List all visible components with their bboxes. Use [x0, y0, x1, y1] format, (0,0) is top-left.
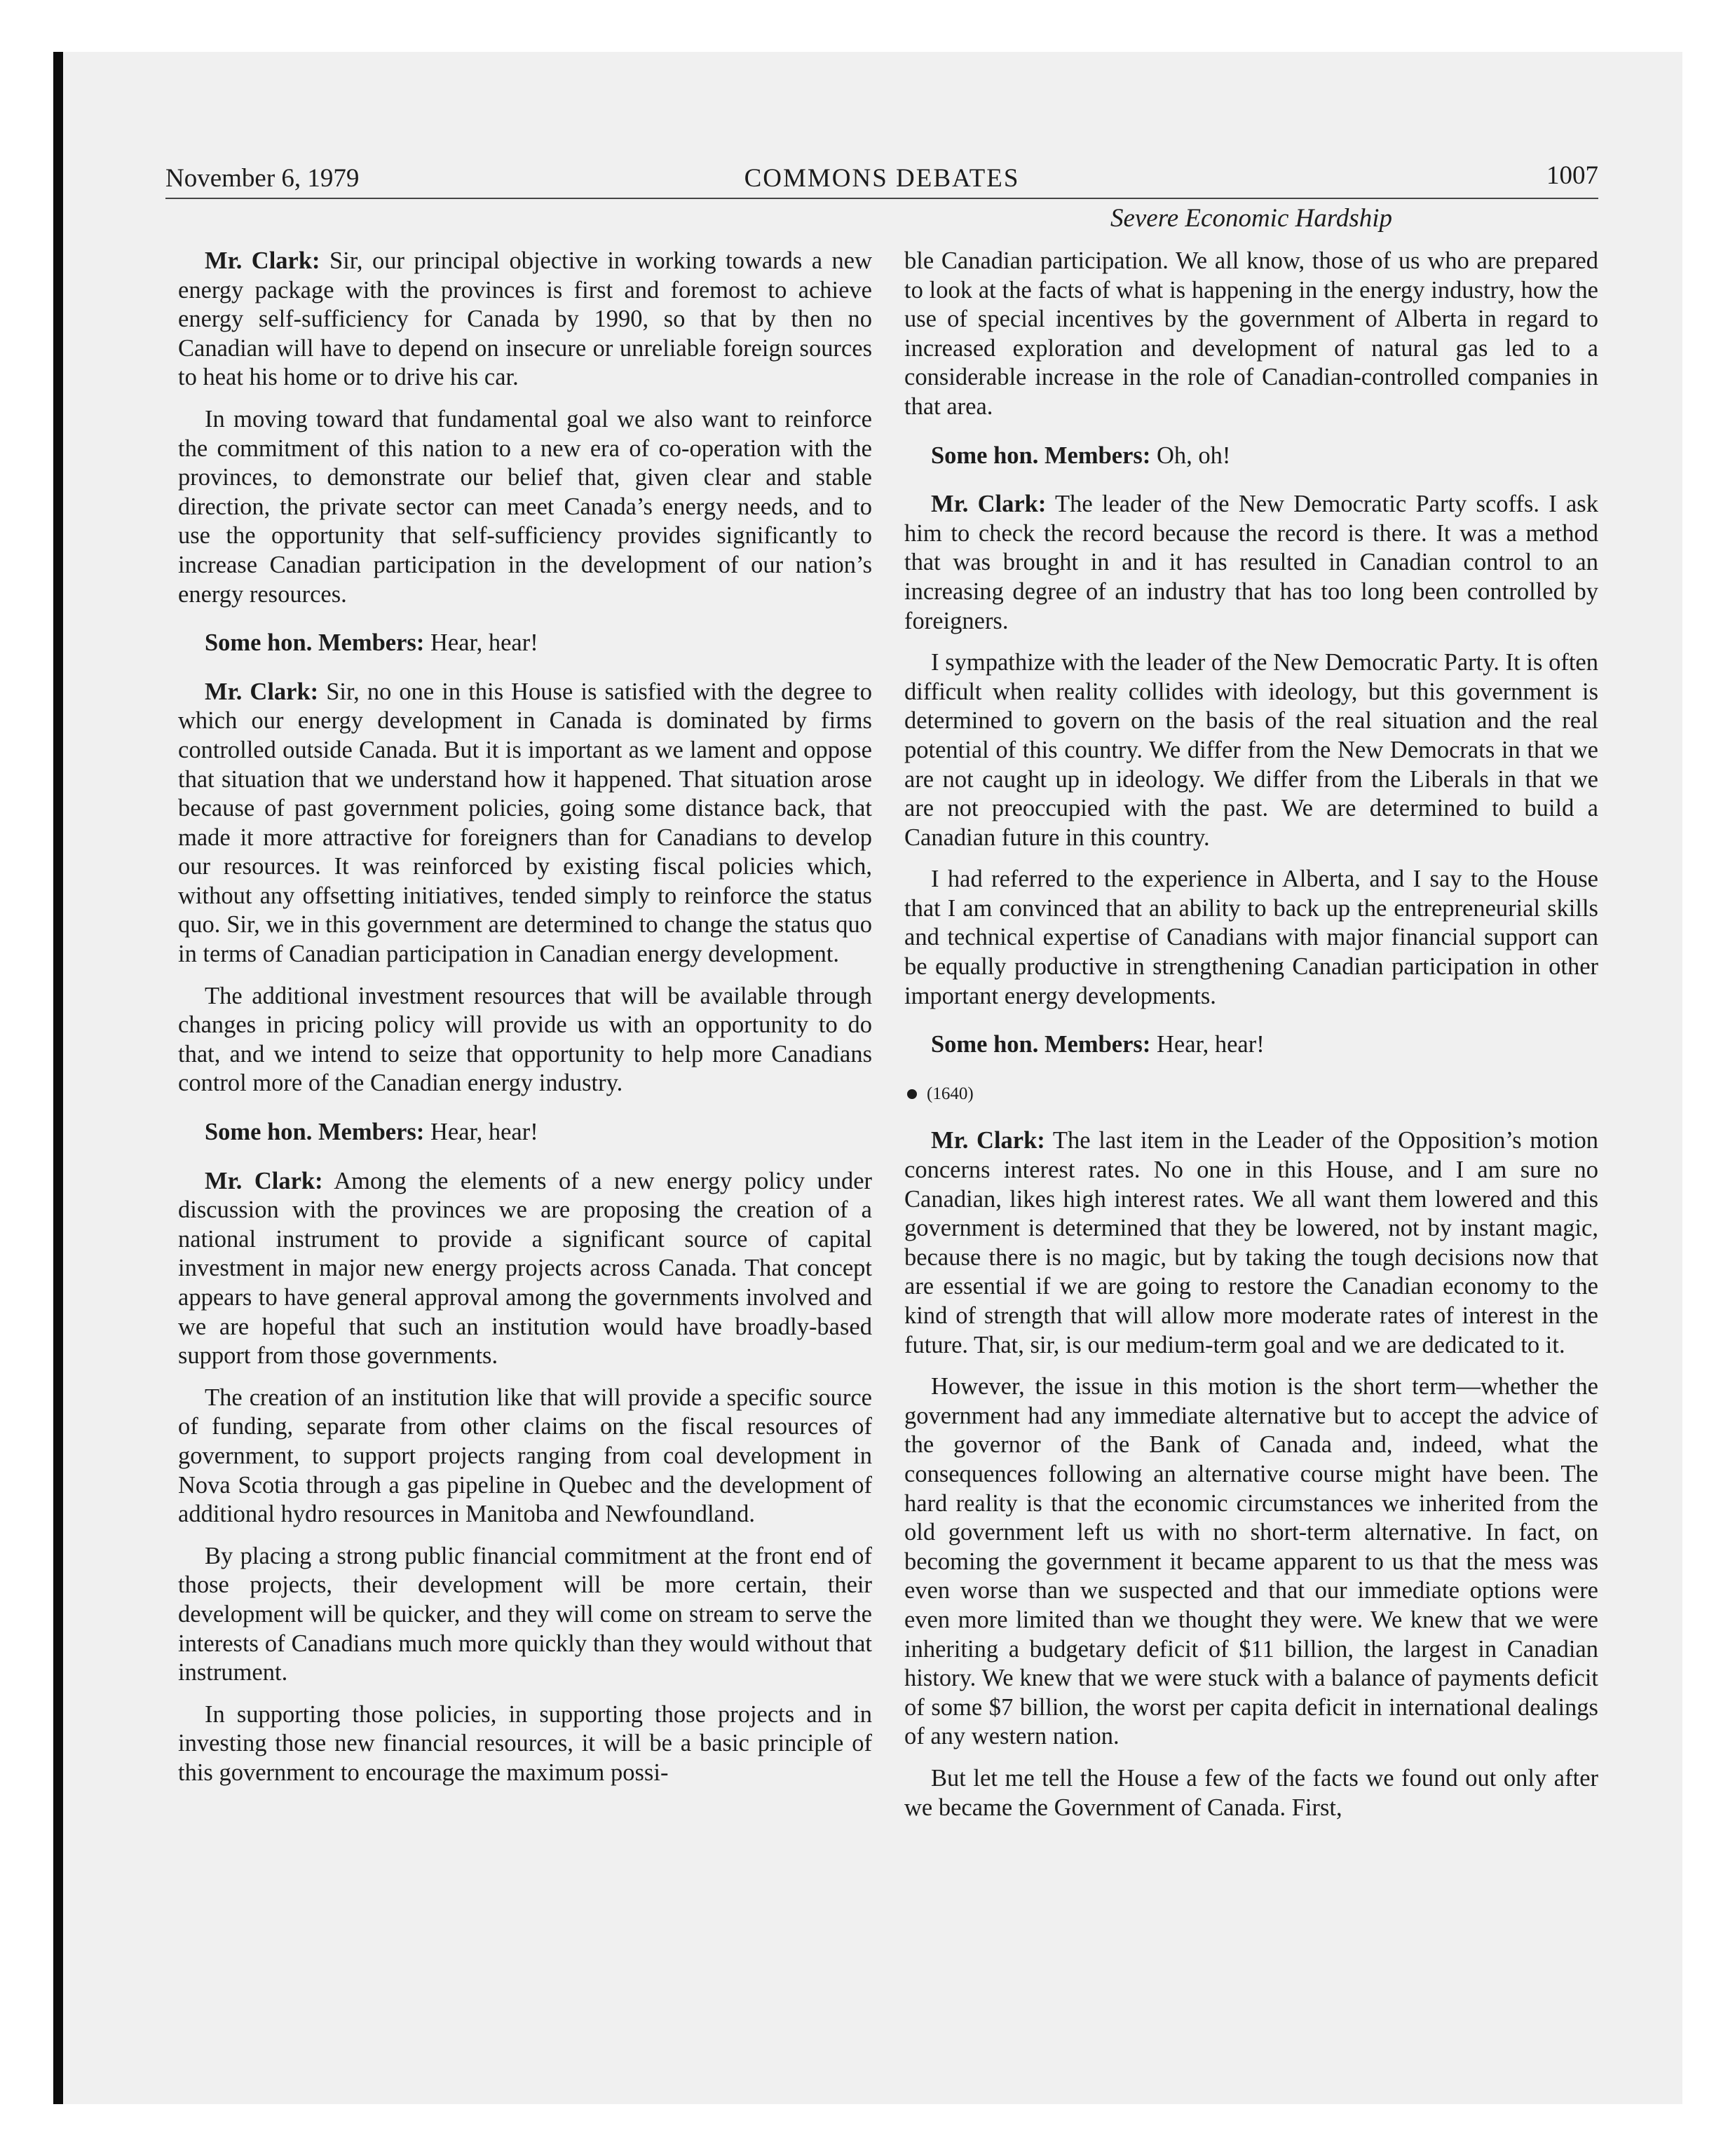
right-column: [904, 247, 1598, 1835]
paragraph: [904, 648, 1598, 852]
paragraph: [904, 1764, 1598, 1822]
interjection: [904, 1030, 1598, 1060]
paragraph-text: The creation of an institution like that will provide a specific source of funding, separate from other claims on the fiscal resources of government, to support projects ranging from coal development in Nova Scotia through a gas pipeline in Quebec and the development of additional hydro resources in Manitoba and Newfoundland.: [178, 1384, 872, 1528]
paragraph: [178, 1542, 872, 1688]
interjection: [178, 1118, 872, 1147]
paragraph: [904, 247, 1598, 422]
page-header: [165, 156, 1598, 199]
paragraph: [178, 678, 872, 969]
paragraph: [904, 1372, 1598, 1752]
paragraph-text: However, the issue in this motion is the short term—whether the government had any immediate alternative but to accept the advice of the governor of the Bank of Canada and, indeed, what the consequences following an alternative course might have been. The hard reality is that the economic circumstances we inherited from the old government left us with no short-term alternative. In fact, on becoming the government it became apparent to us that the mess was even worse than we suspected and that our immediate options were even more limited than we thought they were. We knew that we were inheriting a budgetary deficit of $11 billion, the largest in Canadian history. We knew that we were stuck with a balance of payments deficit of some $7 billion, the worst per capita deficit in international dealings of any western nation.: [904, 1373, 1598, 1750]
speaker-name: Mr. Clark:: [205, 1167, 323, 1194]
paragraph-text: Sir, no one in this House is satisfied with the degree to which our energy development in Canada is dominated by firms controlled outside Canada. But it is important as we lament and oppose that situation that we understand how it happened. That situation arose because of past government policies, going some distance back, that made it more attractive for foreigners than for Canadians to develop our resources. It was reinforced by existing fiscal policies which, without any offsetting initiatives, tended simply to reinforce the status quo. Sir, we in this government are determined to change the status quo in terms of Canadian participation in Canadian energy development.: [178, 678, 873, 968]
page-number: 1007: [1546, 161, 1598, 190]
paragraph-text: The additional investment resources that will be available through changes in pricing policy will provide us with an opportunity to do that, and we intend to seize that opportunity to help more Canadians control more of the Canadian energy industry.: [178, 982, 872, 1097]
paragraph-text: ble Canadian participation. We all know, those of us who are prepared to look at the facts of what is happening in the energy industry, how the use of special incentives by the government of Alberta in regard to increased exploration and development of natural gas led to a considerable increase in the role of Canadian-controlled companies in that area.: [904, 247, 1598, 420]
paragraph-text: But let me tell the House a few of the facts we found out only after we became the Government of Canada. First,: [904, 1764, 1598, 1821]
speaker-name: Mr. Clark:: [931, 1127, 1045, 1154]
paragraph: [178, 982, 872, 1098]
header-title: COMMONS DEBATES: [744, 164, 1020, 193]
paragraph-text: Among the elements of a new energy policy under discussion with the provinces we are proposing the creation of a national instrument to provide a significant source of capital investment in major new energy projects across Canada. That concept appears to have general approval among the governments involved and we are hopeful that such an institution would have broadly-based support from those governments.: [178, 1167, 872, 1370]
interjection-text: Hear, hear!: [1156, 1031, 1265, 1058]
paragraph: [178, 1167, 872, 1371]
paragraph-text: In supporting those policies, in supporting those projects and in investing those new financial resources, it will be a basic principle of this government to encourage the maximum possi-: [178, 1700, 872, 1786]
paragraph: [904, 490, 1598, 636]
paragraph-text: I sympathize with the leader of the New Democratic Party. It is often difficult when reality collides with ideology, but this government is determined to govern on the basis of the real situation and the real potential of this country. We differ from the New Democrats in that we are not caught up in ideology. We differ from the Liberals in that we are not preoccupied with the past. We are determined to build a Canadian future in this country.: [904, 649, 1598, 851]
paragraph: [178, 1384, 872, 1529]
interjection: [178, 629, 872, 658]
section-subheading: Severe Economic Hardship: [1110, 204, 1393, 233]
speaker-name: Some hon. Members:: [931, 1031, 1151, 1058]
interjection-text: Hear, hear!: [430, 629, 538, 657]
time-marker: [904, 1079, 1598, 1109]
header-date: November 6, 1979: [165, 164, 360, 193]
paragraph-text: In moving toward that fundamental goal we also want to reinforce the commitment of this nation to a new era of co-operation with the provinces, to demonstrate our belief that, given clear and stable direction, the private sector can meet Canada’s energy needs, and to use the opportunity that self-sufficiency provides significantly to increase Canadian participation in the development of our nation’s energy resources.: [178, 405, 872, 608]
speaker-name: Mr. Clark:: [205, 678, 319, 705]
interjection-text: Hear, hear!: [430, 1119, 538, 1146]
speaker-name: Some hon. Members:: [205, 1119, 425, 1146]
paragraph: [904, 865, 1598, 1011]
paragraph-text: I had referred to the experience in Alberta, and I say to the House that I am convinced that an ability to back up the entrepreneurial skills and technical expertise of Canadians with major financial support can be equally productive in strengthening Canadian participation in other important energy developments.: [904, 866, 1598, 1009]
paragraph-text: The last item in the Leader of the Opposition’s motion concerns interest rates. No one in this House, and I am sure no Canadian, likes high interest rates. We all want them lowered and this government is determined that they be lowered, not by instant magic, because there is no magic, but by taking the tough decisions now that are essential if we are going to restore the Canadian economy to the kind of strength that will allow more moderate rates of interest in the future. That, sir, is our medium-term goal and we are dedicated to it.: [904, 1127, 1598, 1358]
interjection: [904, 442, 1598, 471]
speaker-name: Some hon. Members:: [205, 629, 425, 657]
interjection-text: Oh, oh!: [1156, 442, 1231, 469]
paragraph-text: Sir, our principal objective in working towards a new energy package with the provinces is first and foremost to achieve energy self-sufficiency for Canada by 1990, so that by then no Canadian will have to depend on insecure or unreliable foreign sources to heat his home or to drive his car.: [178, 247, 872, 391]
paragraph: [178, 247, 872, 393]
paragraph-text: By placing a strong public financial commitment at the front end of those projects, their development will be more certain, their development will be quicker, and they will come on stream to serve the interests of Canadians much more quickly than they would without that instrument.: [178, 1542, 872, 1686]
time-marker-text: (1640): [927, 1084, 974, 1103]
speaker-name: Mr. Clark:: [205, 247, 320, 274]
left-column: [178, 247, 872, 1801]
paragraph-text: The leader of the New Democratic Party scoffs. I ask him to check the record because the record is there. It was a method that was brought in and it has resulted in Canadian control to an increasing degree of an industry that has too long been controlled by foreigners.: [904, 491, 1598, 634]
paragraph: [904, 1126, 1598, 1360]
bullet-icon: [907, 1089, 917, 1099]
paragraph: [178, 405, 872, 609]
paragraph: [178, 1700, 872, 1788]
speaker-name: Mr. Clark:: [931, 491, 1047, 518]
speaker-name: Some hon. Members:: [931, 442, 1151, 469]
